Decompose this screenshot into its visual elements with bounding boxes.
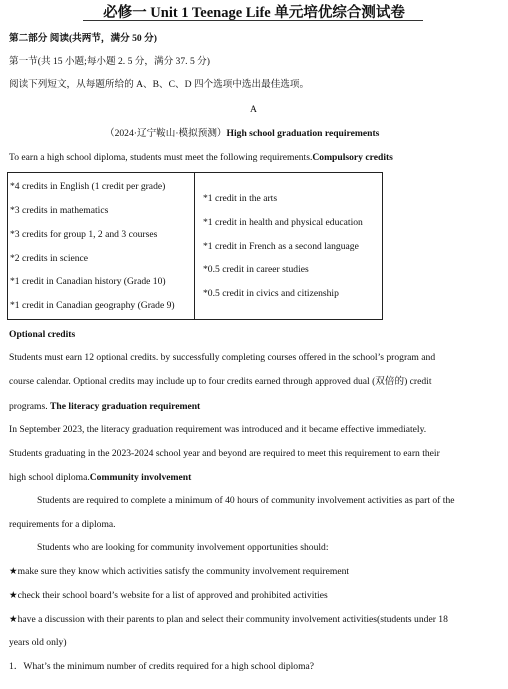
section-header: 第二部分 阅读(共两节，满分 50 分) <box>9 33 157 44</box>
literacy-last-line <box>9 472 191 484</box>
table-right-item: *1 credit in health and physical education <box>203 217 363 228</box>
literacy-line: Students graduating in the 2023-2024 school year and beyond are required to meet this requirement to earn their <box>9 448 440 459</box>
bullet-item: ★make sure they know which activities satisfy the community involvement requirement <box>9 566 350 577</box>
passage-title: High school graduation requirements <box>226 128 380 139</box>
optional-line: programs. <box>9 401 51 412</box>
table-left-item: *2 credits in science <box>10 253 89 264</box>
literacy-line: high school diploma. <box>9 472 90 483</box>
source-note: （2024·辽宁鞍山·模拟预测） <box>105 128 227 139</box>
table-left-item: *3 credits for group 1, 2 and 3 courses <box>10 229 158 240</box>
table-column-divider <box>194 172 195 320</box>
passage-heading <box>105 128 379 140</box>
optional-line: course calendar. Optional credits may include up to four credits earned through approved dual (双倍的) credit <box>9 376 432 387</box>
question-1: 1．What’s the minimum number of credits required for a high school diploma? <box>9 661 315 672</box>
community-heading: Community involvement <box>89 472 192 483</box>
bullet-item: years old only) <box>9 637 67 648</box>
community-line: requirements for a diploma. <box>9 519 116 530</box>
community-line: Students are required to complete a minimum of 40 hours of community involvement activities as part of the <box>37 495 455 506</box>
community-line: Students who are looking for community involvement opportunities should: <box>37 542 329 553</box>
bullet-item: ★check their school board’s website for a list of approved and prohibited activities <box>9 590 328 601</box>
table-left-item: *4 credits in English (1 credit per grade) <box>10 181 166 192</box>
optional-heading: Optional credits <box>9 329 76 340</box>
table-left-item: *3 credits in mathematics <box>10 205 109 216</box>
table-right-item: *1 credit in the arts <box>203 193 278 204</box>
bullet-item: ★have a discussion with their parents to plan and select their community involvement activities(students under 18 <box>9 614 448 625</box>
compulsory-heading: Compulsory credits <box>312 152 393 163</box>
table-left-item: *1 credit in Canadian geography (Grade 9) <box>10 300 175 311</box>
title-underline <box>83 20 423 21</box>
literacy-line: In September 2023, the literacy graduation requirement was introduced and it became effective immediately. <box>9 424 427 435</box>
instruction-text: 阅读下列短文，从每题所给的 A、B、C、D 四个选项中选出最佳选项。 <box>9 79 310 90</box>
table-left-item: *1 credit in Canadian history (Grade 10) <box>10 276 166 287</box>
optional-last-line <box>9 401 200 413</box>
optional-line: Students must earn 12 optional credits. by successfully completing courses offered in the school’s program and <box>9 352 436 363</box>
table-right-item: *0.5 credit in civics and citizenship <box>203 288 339 299</box>
document-title: 必修一 Unit 1 Teenage Life 单元培优综合测试卷 <box>103 5 405 21</box>
intro-paragraph <box>9 152 393 164</box>
intro-text: To earn a high school diploma, students must meet the following requirements. <box>9 152 313 163</box>
table-right-item: *0.5 credit in career studies <box>203 264 309 275</box>
literacy-heading: The literacy graduation requirement <box>50 401 201 412</box>
subsection-note: 第一节(共 15 小题;每小题 2. 5 分，满分 37. 5 分) <box>9 56 210 67</box>
table-right-item: *1 credit in French as a second language <box>203 241 359 252</box>
passage-label: A <box>250 104 257 115</box>
